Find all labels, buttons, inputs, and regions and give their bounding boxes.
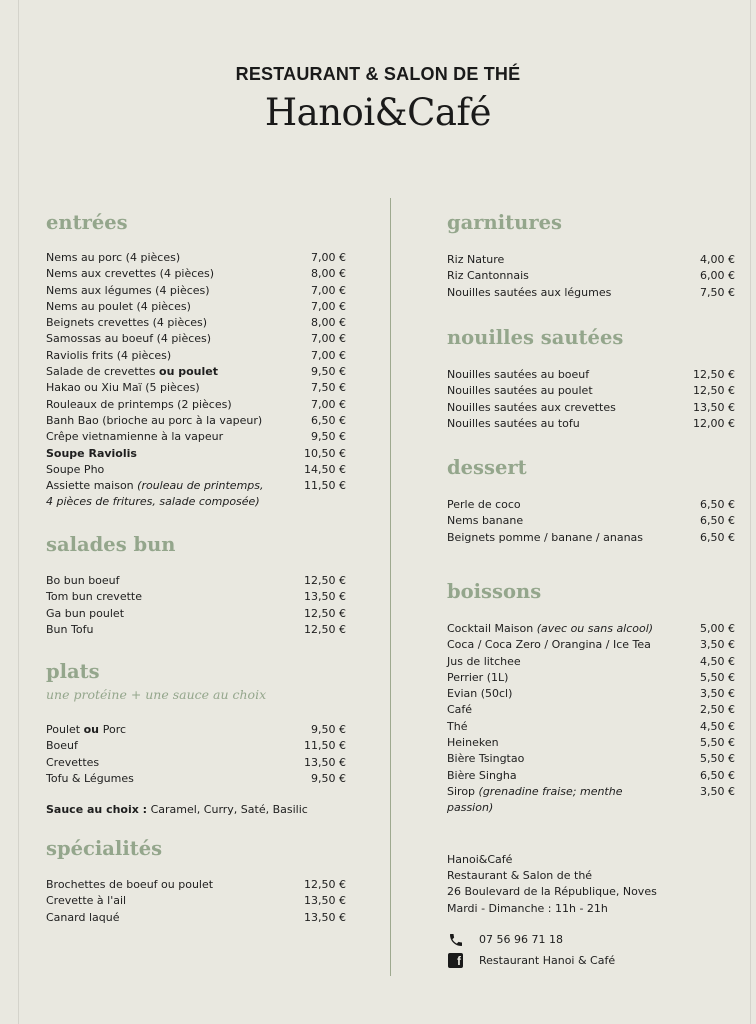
item-price: 9,50 € [311,723,346,736]
item-name: Nouilles sautées aux crevettes [447,400,616,414]
item-name: Crevettes [46,755,100,769]
item-price: 9,50 € [311,771,346,785]
menu-item [46,606,346,622]
menu-item [46,589,346,605]
menu-item [447,751,735,767]
item-price: 12,50 € [693,368,735,381]
section-title: boissons [447,580,542,603]
facebook-page[interactable]: Restaurant Hanoi & Café [479,954,616,967]
item-price: 12,00 € [693,416,735,430]
column-divider [390,198,391,976]
menu-item [46,250,346,266]
menu-item [447,686,735,702]
item-name: Beignets pomme / banane / ananas [447,530,644,544]
item-list [447,621,735,817]
menu-item [447,654,735,670]
item-name-italic: (grenadine fraise; menthe passion) [447,784,623,815]
menu-item [46,266,346,282]
item-name: Samossas au boeuf (4 pièces) [46,332,212,346]
item-name [46,364,218,380]
menu-item [46,446,346,462]
menu-item [447,621,735,637]
item-name: Soupe Raviolis [46,446,137,460]
menu-item [447,416,735,432]
item-name: Raviolis frits (4 pièces) [46,348,172,362]
menu-item [447,784,735,817]
item-name: Heineken [447,736,499,750]
section-nouilles [447,326,735,432]
item-price: 4,00 € [700,253,735,266]
section-dessert [447,456,735,546]
sauce-options [46,802,308,818]
item-price: 10,50 € [304,446,346,460]
menu-item [46,364,346,380]
item-price: 6,50 € [311,413,346,427]
item-price: 12,50 € [304,574,346,587]
item-price: 11,50 € [304,739,346,753]
item-name: Rouleaux de printemps (2 pièces) [46,397,232,411]
item-price: 5,50 € [700,752,735,766]
item-price: 12,50 € [304,878,346,891]
item-name: Nouilles sautées aux légumes [447,285,612,299]
item-list [447,497,735,546]
item-name: Thé [447,719,468,733]
section-plats [46,660,346,787]
item-name [46,478,264,511]
menu-item [46,315,346,331]
section-title: garnitures [447,211,562,234]
item-price: 7,00 € [311,397,346,411]
section-title: plats [46,660,100,683]
item-name: Evian (50cl) [447,687,513,701]
item-name: Hakao ou Xiu Maï (5 pièces) [46,381,200,395]
section-title: spécialités [46,837,163,860]
menu-item [46,429,346,445]
item-price: 7,00 € [311,251,346,264]
menu-item [46,348,346,364]
menu-item [46,462,346,478]
menu-item [46,573,346,589]
item-name: Nems au poulet (4 pièces) [46,299,191,313]
menu-item [46,380,346,396]
item-name: Bo bun boeuf [46,574,120,587]
item-list [46,573,346,638]
menu-item [46,413,346,429]
item-name [447,621,653,637]
phone-icon [447,931,464,948]
item-name: Nems aux crevettes (4 pièces) [46,267,215,281]
item-name: Soupe Pho [46,462,105,476]
item-price: 13,50 € [304,590,346,604]
page-edge-right [750,0,751,1024]
sauce-values: Caramel, Curry, Saté, Basilic [147,803,308,816]
menu-item [447,285,735,301]
item-name: Tofu & Légumes [46,771,134,785]
item-price: 6,50 € [700,530,735,544]
item-price: 6,50 € [700,768,735,782]
contact-facebook-row [447,952,615,969]
section-salades [46,533,346,638]
menu-item [46,331,346,347]
item-name: Coca / Coca Zero / Orangina / Ice Tea [447,638,651,652]
menu-item [46,283,346,299]
menu-item [447,637,735,653]
facebook-icon: f [447,952,464,969]
item-name [46,722,126,738]
item-name: Nouilles sautées au tofu [447,416,580,430]
item-price: 13,50 € [304,910,346,924]
menu-item [447,513,735,529]
item-price: 9,50 € [311,430,346,444]
menu-item [447,252,735,268]
item-price: 13,50 € [304,755,346,769]
item-price: 8,00 € [311,267,346,281]
section-title: dessert [447,456,527,479]
item-name: Ga bun poulet [46,606,125,620]
item-name: Crêpe vietnamienne à la vapeur [46,430,224,444]
section-boissons [447,580,735,817]
restaurant-subtitle: RESTAURANT & SALON DE THÉ [235,64,521,84]
item-list [46,722,346,787]
menu-item [447,735,735,751]
item-price: 7,50 € [311,381,346,395]
menu-item [447,497,735,513]
menu-item [447,268,735,284]
menu-item [447,719,735,735]
menu-item [46,622,346,638]
item-price: 14,50 € [304,462,346,476]
menu-item [46,910,346,926]
menu-item [46,877,346,893]
item-price: 13,50 € [304,894,346,908]
item-name-italic: (avec ou sans alcool) [536,622,654,635]
item-price: 11,50 € [304,479,346,493]
contact-address: 26 Boulevard de la République, Noves [447,885,657,899]
menu-item [46,771,346,787]
item-price: 6,50 € [700,498,735,511]
item-name-part: Sirop [447,784,479,798]
menu-item [447,670,735,686]
item-price: 7,00 € [311,348,346,362]
section-title: salades bun [46,533,176,556]
item-price: 12,50 € [693,384,735,398]
item-name [447,784,669,817]
item-name: Canard laqué [46,910,120,924]
menu-item [46,299,346,315]
item-list [447,367,735,432]
section-note: une protéine + une sauce au choix [46,687,267,702]
item-name: Nems banane [447,514,524,528]
item-price: 12,50 € [304,622,346,636]
item-price: 5,50 € [700,670,735,684]
menu-item [447,400,735,416]
menu-item [447,702,735,718]
item-name: Riz Cantonnais [447,269,529,283]
item-name: Riz Nature [447,253,505,266]
menu-item [447,768,735,784]
item-name-part: Poulet [46,723,84,736]
item-price: 12,50 € [304,606,346,620]
section-garnitures [447,211,735,301]
item-name-italic: (rouleau de printemps, 4 pièces de fritures, salade composée) [46,479,264,509]
menu-item [46,722,346,738]
item-name-part: Cocktail Maison [447,622,537,635]
item-name-part: Porc [102,723,127,736]
item-price: 7,00 € [311,299,346,313]
item-name: Banh Bao (brioche au porc à la vapeur) [46,413,263,427]
item-name: Nouilles sautées au poulet [447,384,593,398]
menu-item [447,367,735,383]
menu-item [46,755,346,771]
item-name: Tom bun crevette [46,590,142,604]
contact-tagline: Restaurant & Salon de thé [447,869,593,883]
item-price: 5,00 € [700,622,735,635]
item-name: Nems aux légumes (4 pièces) [46,283,210,297]
item-name: Bière Tsingtao [447,752,525,766]
contact-block [447,852,657,917]
contact-name: Hanoi&Café [447,853,513,866]
page-edge-left [18,0,19,1024]
item-price: 3,50 € [700,687,735,701]
item-name-bold: ou poulet [159,365,218,379]
item-price: 7,00 € [311,332,346,346]
item-price: 13,50 € [693,400,735,414]
brand-name: Hanoi&Café [264,91,492,134]
item-name-part: Salade de crevettes [46,365,160,379]
item-name-part: Assiette maison [46,479,138,493]
item-price: 4,50 € [700,719,735,733]
menu-item [447,383,735,399]
item-price: 3,50 € [700,638,735,652]
item-name: Bière Singha [447,768,517,782]
item-price: 6,50 € [700,514,735,528]
phone-number[interactable]: 07 56 96 71 18 [479,933,563,946]
contact-hours: Mardi - Dimanche : 11h - 21h [447,901,608,915]
menu-item [46,738,346,754]
contact-phone-row [447,931,563,948]
item-name: Beignets crevettes (4 pièces) [46,316,208,330]
sauce-label: Sauce au choix : [46,803,148,816]
item-list [447,252,735,301]
item-price: 7,50 € [700,285,735,299]
item-price: 3,50 € [700,784,735,798]
item-price: 5,50 € [700,736,735,750]
section-specialites [46,837,346,926]
item-price: 2,50 € [700,703,735,717]
item-price: 4,50 € [700,654,735,668]
item-list [46,877,346,926]
section-entrees [46,211,346,511]
section-title: nouilles sautées [447,326,624,349]
item-price: 7,00 € [311,283,346,297]
menu-item [46,397,346,413]
item-name: Jus de litchee [447,654,521,668]
item-price: 8,00 € [311,316,346,330]
menu-item [447,530,735,546]
item-price: 9,50 € [311,365,346,379]
item-name: Nems au porc (4 pièces) [46,251,181,264]
section-title: entrées [46,211,128,234]
item-name: Perle de coco [447,498,521,511]
menu-item [46,893,346,909]
menu-header [0,64,756,134]
item-name: Café [447,703,473,717]
item-name: Perrier (1L) [447,670,509,684]
item-name: Brochettes de boeuf ou poulet [46,878,214,891]
menu-item [46,478,346,511]
item-name: Nouilles sautées au boeuf [447,368,590,381]
item-list [46,250,346,511]
item-name-bold: ou [83,723,103,736]
item-name: Boeuf [46,739,78,753]
item-name: Crevette à l'ail [46,894,127,908]
item-price: 6,00 € [700,269,735,283]
item-name: Bun Tofu [46,622,94,636]
